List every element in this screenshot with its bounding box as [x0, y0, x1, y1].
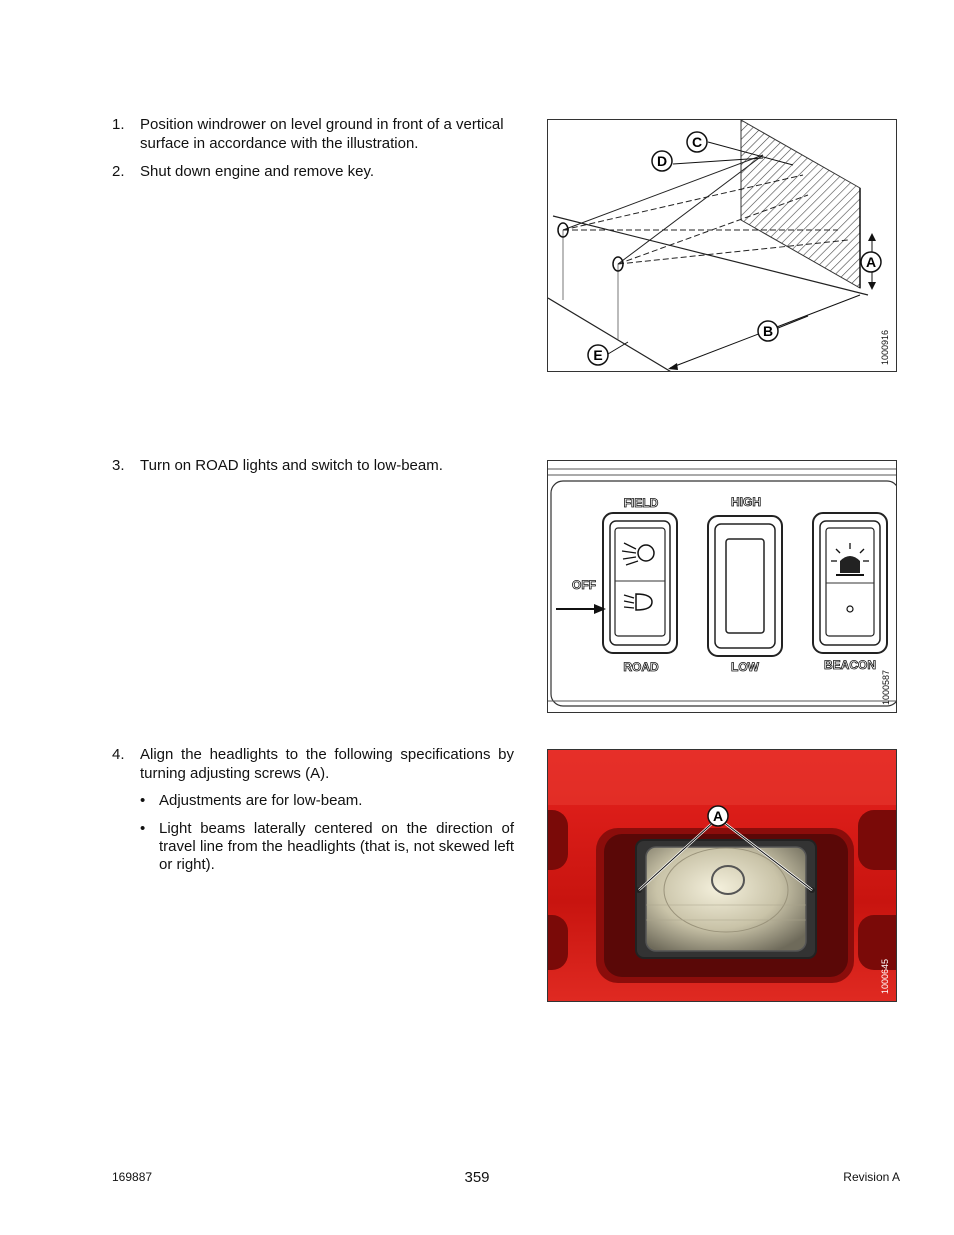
- callout-b: [758, 321, 778, 341]
- label-low: LOW: [731, 660, 759, 674]
- step-3: [112, 456, 514, 475]
- step-text: Turn on ROAD lights and switch to low-beam.: [140, 457, 443, 474]
- svg-text:B: B: [762, 323, 774, 339]
- bullet-item: [140, 792, 514, 810]
- wall-surface: [741, 120, 860, 288]
- callout-d: [652, 151, 672, 171]
- headlight-photo-drawing: [548, 750, 897, 1002]
- step-number: 3.: [112, 457, 125, 474]
- road-field-switch: [603, 513, 677, 653]
- step-number: 4.: [112, 746, 125, 763]
- label-field: FIELD: [623, 496, 659, 510]
- bullet-text: Light beams laterally centered on the direction of travel line from the headlights (that is, not skewed left or right).: [159, 820, 514, 873]
- step-1: [112, 115, 514, 153]
- step-text: Position windrower on level ground in front of a vertical surface in accordance with the illustration.: [140, 116, 504, 152]
- callout-a: [861, 252, 881, 272]
- revision-label: Revision A: [843, 1170, 900, 1184]
- svg-text:C: C: [691, 134, 703, 150]
- step-number: 1.: [112, 116, 125, 133]
- document-number: 169887: [112, 1170, 153, 1184]
- page-number: 359: [464, 1169, 490, 1186]
- bullet-mark: •: [140, 820, 146, 837]
- figure-id: 1000587: [881, 669, 891, 705]
- svg-text:A: A: [865, 254, 877, 270]
- figure-switch-panel: [547, 460, 897, 713]
- beacon-switch: [813, 513, 887, 653]
- step-4: [112, 745, 514, 783]
- step-text: Shut down engine and remove key.: [140, 163, 375, 180]
- svg-text:E: E: [593, 347, 603, 363]
- label-beacon: BEACON: [823, 658, 877, 672]
- svg-text:A: A: [712, 808, 724, 824]
- label-high: HIGH: [731, 495, 761, 509]
- label-road: ROAD: [623, 660, 659, 674]
- headlight-icon: [636, 840, 816, 958]
- switch-panel-drawing: [548, 461, 897, 713]
- svg-text:D: D: [656, 153, 668, 169]
- bullet-text: Adjustments are for low-beam.: [159, 792, 363, 809]
- figure-alignment-diagram: [547, 119, 897, 372]
- bullet-mark: •: [140, 792, 146, 809]
- figure-id: 1000916: [880, 329, 890, 365]
- label-off: OFF: [572, 578, 596, 592]
- figure-headlight-photo: [547, 749, 897, 1002]
- high-low-switch: [708, 516, 782, 656]
- bullet-item: [140, 820, 514, 874]
- callout-a: [708, 806, 728, 826]
- alignment-diagram-drawing: [548, 120, 897, 372]
- step-2: [112, 162, 514, 181]
- step-text: Align the headlights to the following specifications by turning adjusting screws (A).: [140, 746, 514, 782]
- figure-id: 1000645: [880, 958, 890, 994]
- callout-c: [687, 132, 707, 152]
- callout-e: [588, 345, 608, 365]
- off-arrow-icon: [556, 604, 606, 614]
- step-number: 2.: [112, 163, 125, 180]
